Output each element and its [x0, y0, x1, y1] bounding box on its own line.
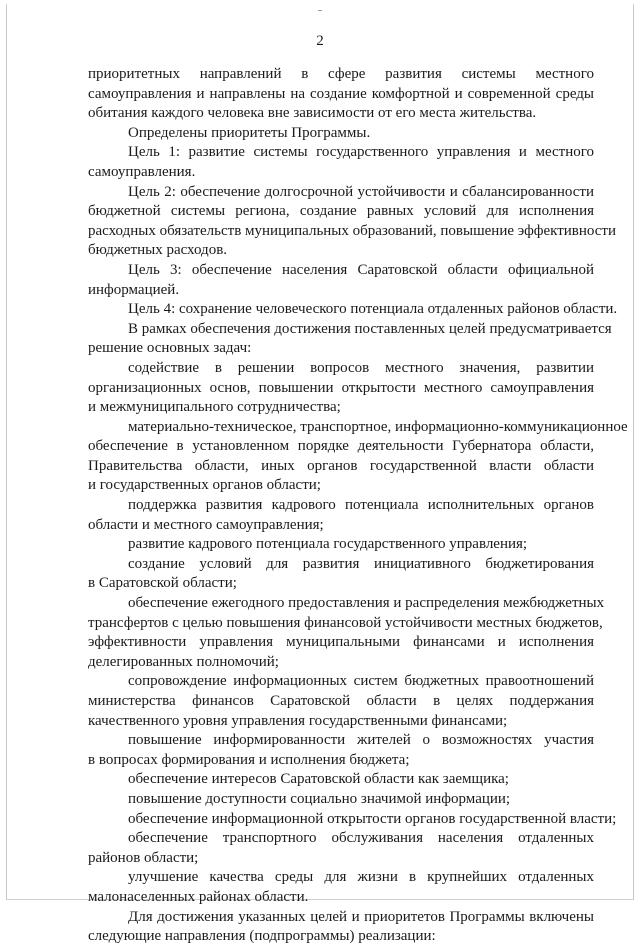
paragraph [88, 731, 594, 770]
text-line: и межмуниципального сотрудничества; [88, 399, 341, 416]
text-line: и государственных органов области; [88, 477, 321, 494]
text-line: трансфертов с целью повышения финансовой устойчивости местных бюджетов, [88, 614, 603, 631]
text-line: сопровождение информационных систем бюджетных правоотношений [128, 673, 594, 690]
text-line: самоуправления. [88, 163, 196, 180]
paragraph [88, 770, 594, 790]
paragraph [88, 496, 594, 535]
document-body [88, 65, 628, 947]
text-line: содействие в решении вопросов местного значения, развитии [128, 359, 594, 376]
paragraph [88, 810, 617, 830]
paragraph [88, 183, 617, 261]
paragraph [88, 124, 594, 144]
text-line: расходных обязательств муниципальных образований, повышение эффективности [88, 222, 617, 239]
text-line: Правительства области, иных органов государственной власти области [88, 457, 594, 474]
text-line: повышение доступности социально значимой информации; [128, 790, 511, 807]
paragraph [88, 829, 594, 868]
text-line: развитие кадрового потенциала государственного управления; [128, 536, 528, 553]
text-line: Цель 1: развитие системы государственного управления и местного [128, 144, 594, 161]
paragraph [88, 261, 594, 300]
paragraph [88, 320, 612, 359]
text-line: следующие направления (подпрограммы) реализации: [88, 928, 436, 945]
page-number: 2 [316, 33, 324, 49]
text-line: Для достижения указанных целей и приоритетов Программы включены [128, 908, 594, 925]
text-line: решение основных задач: [88, 340, 252, 357]
text-line: качественного уровня управления государственными финансами; [88, 712, 508, 729]
text-line: обеспечение информационной открытости органов государственной власти; [128, 810, 617, 827]
paragraph [88, 555, 594, 594]
paragraph [88, 908, 594, 947]
text-line: поддержка развития кадрового потенциала исполнительных органов [128, 497, 594, 514]
text-line: в Саратовской области; [88, 575, 237, 592]
paragraph [88, 418, 628, 496]
text-line: делегированных полномочий; [88, 653, 279, 670]
text-line: районов области; [88, 849, 199, 866]
text-line: обеспечение транспортного обслуживания населения отдаленных [128, 830, 594, 847]
text-line: Цель 4: сохранение человеческого потенциала отдаленных районов области. [128, 301, 618, 318]
text-line: Цель 2: обеспечение долгосрочной устойчивости и сбалансированности [128, 183, 594, 200]
paragraph [88, 868, 594, 907]
text-line: обеспечение в установленном порядке деятельности Губернатора области, [88, 438, 594, 455]
text-line: повышение информированности жителей о возможностях участия [128, 732, 594, 749]
text-line: В рамках обеспечения достижения поставленных целей предусматривается [128, 320, 612, 337]
text-line: области и местного самоуправления; [88, 516, 324, 533]
paragraph [88, 300, 618, 320]
text-line: бюджетных расходов. [88, 242, 228, 259]
text-line: обеспечение ежегодного предоставления и распределения межбюджетных [128, 595, 605, 612]
text-line: улучшение качества среды для жизни в крупнейших отдаленных [128, 869, 594, 886]
text-line: в вопросах формирования и исполнения бюджета; [88, 751, 410, 768]
text-line: обеспечение интересов Саратовской области как заемщика; [128, 771, 509, 788]
text-line: обитания каждого человека вне зависимости от его места жительства. [88, 105, 537, 122]
paragraph [88, 143, 594, 182]
text-line: информацией. [88, 281, 180, 298]
paragraph [88, 65, 594, 124]
paragraph [88, 535, 594, 555]
paragraph [88, 594, 605, 672]
text-line: малонаселенных районах области. [88, 888, 309, 905]
scan-mark [318, 10, 322, 11]
text-line: самоуправления и направлены на создание комфортной и современной среды [88, 85, 594, 102]
text-line: Определены приоритеты Программы. [128, 124, 371, 141]
text-line: министерства финансов Саратовской области в целях поддержания [88, 693, 594, 709]
paragraph [88, 672, 594, 731]
text-line: материально-техническое, транспортное, информационно-коммуникационное [128, 418, 628, 435]
text-line: создание условий для развития инициативного бюджетирования [128, 555, 594, 572]
text-line: организационных основ, повышении открытости местного самоуправления [88, 379, 594, 396]
text-line: приоритетных направлений в сфере развития системы местного [88, 66, 594, 82]
paragraph [88, 790, 594, 810]
text-line: бюджетной системы региона, создание равных условий для исполнения [88, 203, 594, 220]
text-line: Цель 3: обеспечение населения Саратовской области официальной [128, 261, 594, 278]
paragraph [88, 359, 594, 418]
text-line: эффективности управления муниципальными финансами и исполнения [88, 634, 594, 651]
